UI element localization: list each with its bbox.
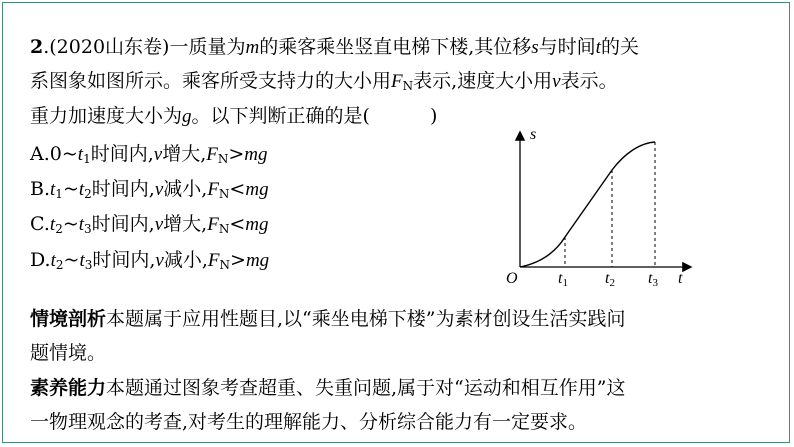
var-mg: mg bbox=[245, 250, 270, 271]
tilde: ~ bbox=[62, 213, 79, 235]
var-v: v bbox=[154, 179, 164, 200]
option-prefix: C. bbox=[30, 213, 50, 235]
var-v: v bbox=[154, 214, 164, 235]
analysis-line-4 bbox=[30, 409, 587, 435]
option-a[interactable] bbox=[30, 141, 268, 172]
option-prefix: B. bbox=[30, 178, 51, 200]
sub-index: 1 bbox=[55, 187, 63, 201]
var-t: t bbox=[50, 250, 56, 271]
option-text: 时间内, bbox=[92, 249, 156, 271]
sub-N: N bbox=[217, 152, 229, 166]
sub-index: 3 bbox=[84, 222, 92, 236]
option-c[interactable] bbox=[30, 211, 268, 242]
stem-text: 一质量为 bbox=[169, 36, 246, 58]
tick-t3: t3 bbox=[648, 270, 658, 289]
relation: < bbox=[229, 178, 246, 200]
var-t: t bbox=[50, 179, 56, 200]
sub-index: 2 bbox=[55, 222, 63, 236]
stem-text: 的关 bbox=[600, 36, 639, 58]
var-g: g bbox=[182, 106, 192, 127]
question-line-1 bbox=[30, 34, 639, 61]
tilde: ~ bbox=[63, 249, 80, 271]
option-text: 减小, bbox=[163, 249, 208, 271]
question-number: 2 bbox=[30, 36, 44, 58]
var-mg: mg bbox=[245, 179, 269, 200]
analysis-label-situation: 情境剖析 bbox=[30, 308, 107, 330]
sub-N: N bbox=[219, 258, 231, 272]
analysis-text-situation-cont: 题情境。 bbox=[30, 342, 107, 364]
relation: < bbox=[229, 213, 246, 235]
stem-text: 重力加速度大小为 bbox=[30, 105, 183, 127]
var-t: t bbox=[77, 144, 84, 165]
var-s: s bbox=[531, 37, 539, 58]
s-t-graph bbox=[500, 125, 700, 289]
analysis-text-ability: 本题通过图象考查超重、失重问题,属于对“运动和相互作用”这 bbox=[106, 377, 626, 399]
analysis-line-1 bbox=[30, 306, 625, 332]
question-line-2 bbox=[30, 68, 618, 99]
analysis-line-2 bbox=[30, 340, 106, 366]
y-axis-label: s bbox=[530, 126, 537, 143]
option-prefix: A.0~ bbox=[30, 143, 78, 165]
var-mg: mg bbox=[244, 144, 268, 165]
var-F: F bbox=[207, 179, 219, 200]
stem-text: 系图象如图所示。乘客所受支持力的大小用 bbox=[30, 70, 392, 92]
var-t: t bbox=[78, 214, 85, 235]
sub-index: 1 bbox=[83, 152, 91, 166]
var-mg: mg bbox=[245, 214, 269, 235]
sub-index: 2 bbox=[55, 258, 64, 272]
option-text: 时间内, bbox=[91, 213, 155, 235]
graph-svg bbox=[500, 125, 700, 289]
analysis-text-situation: 本题属于应用性题目,以“乘坐电梯下楼”为素材创设生活实践问 bbox=[106, 308, 626, 330]
var-v: v bbox=[552, 71, 561, 92]
question-line-3 bbox=[30, 103, 437, 130]
s-t-curve bbox=[520, 142, 655, 267]
stem-text: 。以下判断正确的是( bbox=[191, 105, 370, 127]
var-F: F bbox=[206, 144, 218, 165]
sub-N: N bbox=[218, 187, 230, 201]
var-v: v bbox=[155, 250, 164, 271]
var-v: v bbox=[153, 144, 163, 165]
var-t: t bbox=[49, 214, 56, 235]
analysis-line-3 bbox=[30, 375, 625, 401]
option-text: 增大, bbox=[163, 213, 208, 235]
stem-text: 与时间 bbox=[538, 36, 596, 58]
var-F: F bbox=[391, 71, 403, 92]
stem-text: ) bbox=[429, 105, 438, 127]
sub-index: 3 bbox=[84, 258, 93, 272]
var-t: t bbox=[595, 37, 601, 58]
stem-text: 表示,速度大小用 bbox=[413, 70, 553, 92]
tick-t1: t1 bbox=[558, 270, 568, 289]
stem-text: 表示。 bbox=[560, 70, 618, 92]
option-d[interactable] bbox=[30, 247, 269, 278]
x-axis-label: t bbox=[678, 270, 683, 287]
relation: > bbox=[230, 249, 246, 271]
stem-text: 的乘客乘坐竖直电梯下楼,其位移 bbox=[259, 36, 532, 58]
sub-index: 2 bbox=[84, 187, 92, 201]
analysis-text-ability-cont: 一物理观念的考查,对考生的理解能力、分析综合能力有一定要求。 bbox=[30, 411, 588, 433]
tilde: ~ bbox=[62, 178, 79, 200]
sub-N: N bbox=[402, 79, 414, 93]
var-t: t bbox=[79, 250, 85, 271]
sub-N: N bbox=[218, 222, 230, 236]
var-F: F bbox=[207, 214, 219, 235]
option-text: 增大, bbox=[162, 143, 207, 165]
relation: > bbox=[228, 143, 245, 165]
question-source: .(2020山东卷) bbox=[43, 36, 170, 58]
analysis-label-ability: 素养能力 bbox=[30, 377, 107, 399]
var-F: F bbox=[207, 250, 220, 271]
origin-label: O bbox=[506, 270, 518, 287]
var-m: m bbox=[245, 37, 260, 58]
option-b[interactable] bbox=[30, 176, 269, 207]
tick-t2: t2 bbox=[605, 270, 615, 289]
var-t: t bbox=[78, 179, 85, 200]
option-prefix: D. bbox=[30, 249, 51, 271]
option-text: 时间内, bbox=[91, 178, 155, 200]
option-text: 减小, bbox=[163, 178, 208, 200]
option-text: 时间内, bbox=[90, 143, 154, 165]
